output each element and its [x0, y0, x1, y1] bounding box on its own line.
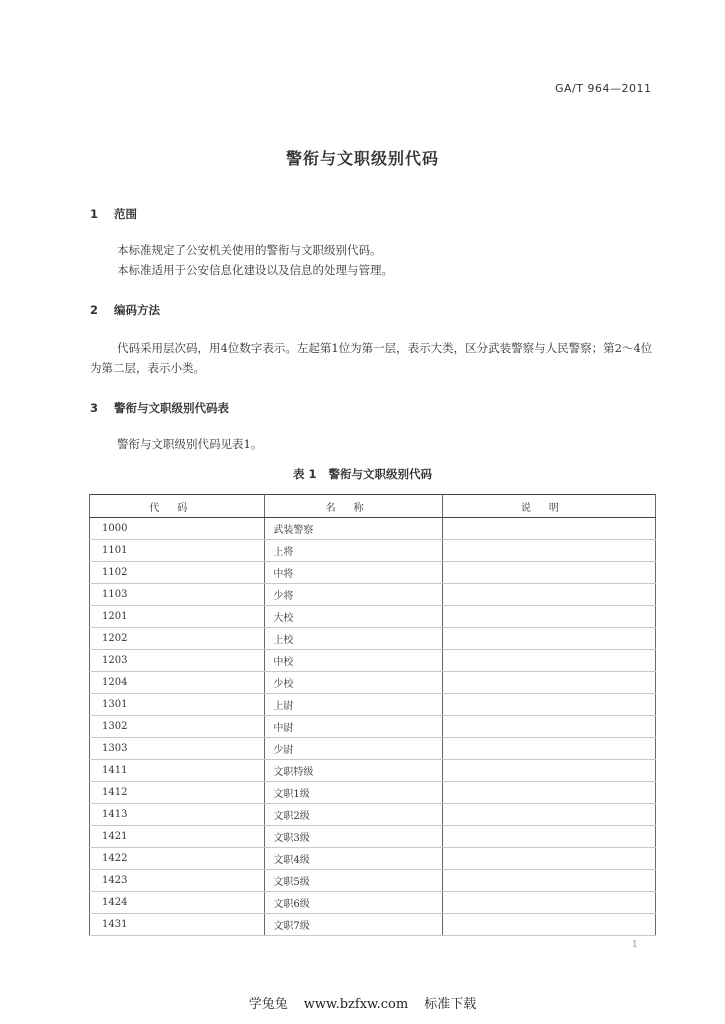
page-number: 1	[632, 940, 638, 950]
name-cell: 文职1级	[265, 782, 442, 804]
name-cell: 少校	[265, 672, 442, 694]
section-3-heading	[90, 400, 229, 416]
table-row	[90, 914, 656, 936]
note-cell	[442, 518, 655, 540]
name-cell: 文职2级	[265, 804, 442, 826]
code-cell: 1423	[90, 870, 265, 892]
note-cell	[442, 562, 655, 584]
note-cell	[442, 760, 655, 782]
name-cell: 上将	[265, 540, 442, 562]
code-cell: 1204	[90, 672, 265, 694]
table-caption-title: 警衔与文职级别代码	[328, 467, 432, 481]
code-cell: 1000	[90, 518, 265, 540]
table-row	[90, 584, 656, 606]
table-row	[90, 606, 656, 628]
table-row	[90, 804, 656, 826]
code-cell: 1431	[90, 914, 265, 936]
code-cell: 1101	[90, 540, 265, 562]
code-cell: 1203	[90, 650, 265, 672]
name-cell: 中校	[265, 650, 442, 672]
name-cell: 上尉	[265, 694, 442, 716]
table-row	[90, 518, 656, 540]
note-cell	[442, 628, 655, 650]
note-cell	[442, 892, 655, 914]
note-cell	[442, 848, 655, 870]
name-cell: 中尉	[265, 716, 442, 738]
table-row	[90, 738, 656, 760]
column-header-note: 说明	[442, 495, 655, 518]
name-cell: 中将	[265, 562, 442, 584]
name-cell: 少将	[265, 584, 442, 606]
document-title: 警衔与文职级别代码	[285, 149, 439, 168]
table-caption-label: 表 1	[292, 467, 317, 481]
note-cell	[442, 606, 655, 628]
paragraph: 本标准适用于公安信息化建设以及信息的处理与管理。	[117, 263, 393, 277]
note-cell	[442, 870, 655, 892]
table-row	[90, 716, 656, 738]
table-header-row	[90, 495, 656, 518]
code-cell: 1301	[90, 694, 265, 716]
code-cell: 1424	[90, 892, 265, 914]
code-cell: 1302	[90, 716, 265, 738]
name-cell: 文职4级	[265, 848, 442, 870]
table-row	[90, 694, 656, 716]
section-number: 3	[90, 401, 99, 415]
section-1-body	[90, 240, 655, 280]
code-table	[89, 494, 656, 936]
code-cell: 1411	[90, 760, 265, 782]
section-title: 警衔与文职级别代码表	[114, 401, 229, 415]
section-1-heading	[90, 206, 137, 222]
code-cell: 1202	[90, 628, 265, 650]
table-row	[90, 848, 656, 870]
note-cell	[442, 672, 655, 694]
footer-slogan: 标准下载	[424, 997, 477, 1012]
section-number: 2	[90, 303, 99, 317]
code-cell: 1303	[90, 738, 265, 760]
section-number: 1	[90, 207, 99, 221]
note-cell	[442, 826, 655, 848]
note-cell	[442, 584, 655, 606]
code-cell: 1413	[90, 804, 265, 826]
code-cell: 1412	[90, 782, 265, 804]
section-2-body	[90, 338, 655, 378]
paragraph: 本标准规定了公安机关使用的警衔与文职级别代码。	[117, 243, 382, 257]
name-cell: 文职5级	[265, 870, 442, 892]
table-row	[90, 540, 656, 562]
code-cell: 1103	[90, 584, 265, 606]
code-cell: 1421	[90, 826, 265, 848]
table-row	[90, 650, 656, 672]
table-caption	[0, 466, 725, 482]
note-cell	[442, 782, 655, 804]
table-row	[90, 672, 656, 694]
column-header-code: 代码	[90, 495, 265, 518]
table-row	[90, 628, 656, 650]
table-row	[90, 782, 656, 804]
code-cell: 1201	[90, 606, 265, 628]
section-title: 编码方法	[114, 303, 160, 317]
table-row	[90, 892, 656, 914]
note-cell	[442, 650, 655, 672]
note-cell	[442, 804, 655, 826]
paragraph: 警衔与文职级别代码见表1。	[117, 437, 263, 451]
name-cell: 武装警察	[265, 518, 442, 540]
note-cell	[442, 540, 655, 562]
column-header-name: 名称	[265, 495, 442, 518]
name-cell: 文职3级	[265, 826, 442, 848]
name-cell: 文职特级	[265, 760, 442, 782]
table-row	[90, 760, 656, 782]
name-cell: 少尉	[265, 738, 442, 760]
footer-site-name: 学兔兔	[248, 997, 288, 1012]
table-row	[90, 826, 656, 848]
note-cell	[442, 716, 655, 738]
paragraph: 代码采用层次码，用4位数字表示。左起第1位为第一层，表示大类，区分武装警察与人民警察；第2～4位为第二层，表示小类。	[90, 341, 653, 375]
standard-number: GA/T 964—2011	[555, 82, 652, 95]
section-title: 范围	[114, 207, 137, 221]
table-row	[90, 562, 656, 584]
name-cell: 上校	[265, 628, 442, 650]
section-2-heading	[90, 302, 160, 318]
note-cell	[442, 694, 655, 716]
code-cell: 1102	[90, 562, 265, 584]
note-cell	[442, 738, 655, 760]
table-body	[90, 518, 656, 936]
name-cell: 文职7级	[265, 914, 442, 936]
name-cell: 文职6级	[265, 892, 442, 914]
footer	[0, 993, 725, 1012]
footer-url[interactable]: www.bzfxw.com	[303, 997, 409, 1012]
section-3-body	[90, 434, 655, 454]
code-cell: 1422	[90, 848, 265, 870]
name-cell: 大校	[265, 606, 442, 628]
note-cell	[442, 914, 655, 936]
table-row	[90, 870, 656, 892]
